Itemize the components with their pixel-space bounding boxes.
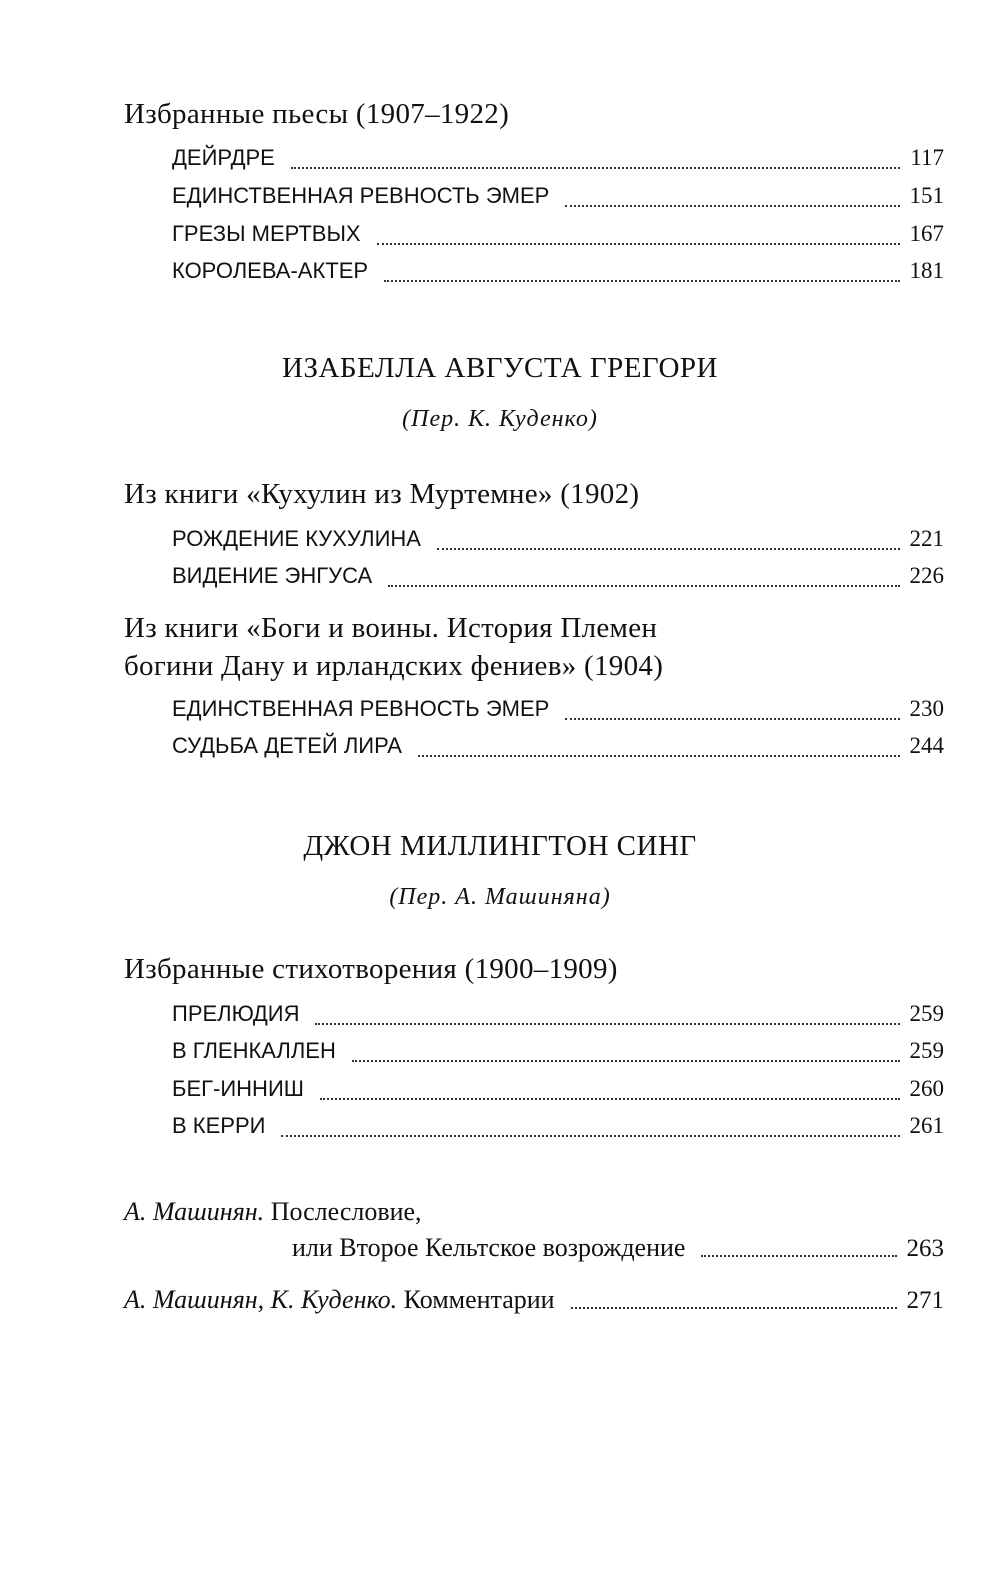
section-heading-gods-and-fighting-men-line2: богини Дану и ирландских фениев» (1904)	[124, 650, 664, 682]
dot-leader	[388, 585, 899, 587]
toc-entry-page: 226	[909, 563, 944, 588]
toc-entry-page: 263	[906, 1235, 944, 1262]
toc-entry[interactable]	[172, 221, 944, 253]
toc-entry-title: СУДЬБА ДЕТЕЙ ЛИРА	[172, 733, 402, 758]
toc-entry[interactable]	[172, 145, 944, 177]
toc-entry-title: РОЖДЕНИЕ КУХУЛИНА	[172, 526, 421, 551]
toc-entry[interactable]	[172, 1113, 944, 1145]
toc-entry[interactable]	[172, 183, 944, 215]
dot-leader	[565, 718, 899, 720]
toc-entry-page: 260	[909, 1076, 944, 1101]
dot-leader	[418, 755, 900, 757]
toc-entry-afterword[interactable]	[292, 1233, 944, 1265]
section-heading-selected-poems: Избранные стихотворения (1900–1909)	[124, 953, 618, 985]
toc-entry[interactable]	[172, 733, 944, 765]
dot-leader	[281, 1135, 899, 1137]
dot-leader	[377, 243, 900, 245]
toc-entry-page: 259	[909, 1038, 944, 1063]
toc-entry-page: 181	[909, 258, 944, 283]
toc-entry-title: ПРЕЛЮДИЯ	[172, 1001, 300, 1026]
toc-entry-page: 271	[906, 1287, 944, 1314]
section-heading-gods-and-fighting-men-line1: Из книги «Боги и воины. История Племен	[124, 612, 658, 644]
toc-entry-comments[interactable]	[124, 1285, 944, 1317]
toc-entry-page: 167	[909, 221, 944, 246]
toc-entry-title: БЕГ-ИННИШ	[172, 1076, 304, 1101]
toc-entry-page: 221	[909, 526, 944, 551]
toc-entry-title: КОРОЛЕВА-АКТЕР	[172, 258, 369, 283]
toc-entry-page: 230	[909, 696, 944, 721]
dot-leader	[565, 205, 899, 207]
dot-leader	[320, 1098, 900, 1100]
dot-leader	[384, 280, 899, 282]
toc-entry[interactable]	[172, 696, 944, 728]
toc-entry[interactable]	[172, 1001, 944, 1033]
dot-leader	[701, 1255, 896, 1257]
dot-leader	[352, 1060, 900, 1062]
toc-entry-page: 151	[909, 183, 944, 208]
afterword-author: А. Машинян.	[124, 1197, 265, 1226]
afterword-heading	[124, 1197, 422, 1227]
toc-entry-page: 117	[910, 145, 944, 170]
toc-entry-title: В ГЛЕНКАЛЛЕН	[172, 1038, 336, 1063]
toc-entry-title: ДЕЙРДРЕ	[172, 145, 275, 170]
toc-entry-title: ВИДЕНИЕ ЭНГУСА	[172, 563, 373, 588]
comments-title: Комментарии	[397, 1285, 555, 1314]
translator-credit-gregory: (Пер. К. Куденко)	[402, 406, 598, 432]
section-heading-cuchulain: Из книги «Кухулин из Муртемне» (1902)	[124, 478, 640, 510]
afterword-title-line2: или Второе Кельтское возрождение	[292, 1233, 686, 1262]
toc-entry-title: ЕДИНСТВЕННАЯ РЕВНОСТЬ ЭМЕР	[172, 696, 550, 721]
dot-leader	[291, 167, 901, 169]
dot-leader	[571, 1307, 897, 1309]
toc-entry[interactable]	[172, 526, 944, 558]
translator-credit-synge: (Пер. А. Машиняна)	[389, 884, 611, 910]
afterword-title-line1: Послесловие,	[264, 1197, 422, 1226]
toc-entry-page: 244	[909, 733, 944, 758]
toc-entry[interactable]	[172, 1076, 944, 1108]
toc-entry-title: В КЕРРИ	[172, 1113, 266, 1138]
toc-entry-page: 261	[909, 1113, 944, 1138]
dot-leader	[437, 548, 900, 550]
author-heading-synge: ДЖОН МИЛЛИНГТОН СИНГ	[303, 830, 697, 862]
toc-entry[interactable]	[172, 258, 944, 290]
author-heading-gregory: ИЗАБЕЛЛА АВГУСТА ГРЕГОРИ	[282, 352, 718, 384]
toc-entry-title: ГРЕЗЫ МЕРТВЫХ	[172, 221, 361, 246]
comments-title-group	[124, 1285, 555, 1315]
toc-entry-page: 259	[909, 1001, 944, 1026]
comments-authors: А. Машинян, К. Куденко.	[124, 1285, 398, 1314]
toc-entry-title: ЕДИНСТВЕННАЯ РЕВНОСТЬ ЭМЕР	[172, 183, 550, 208]
toc-entry[interactable]	[172, 1038, 944, 1070]
dot-leader	[315, 1023, 899, 1025]
section-heading-selected-plays: Избранные пьесы (1907–1922)	[124, 98, 510, 130]
toc-entry[interactable]	[172, 563, 944, 595]
